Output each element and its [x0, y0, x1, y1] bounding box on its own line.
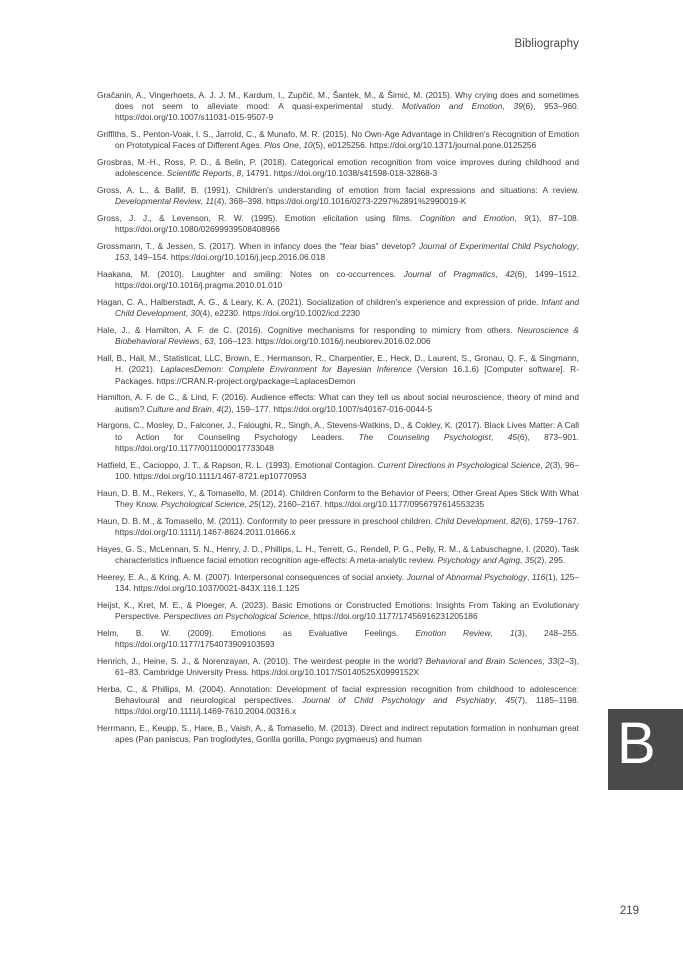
reference-text: (6), 1759–1767. https://doi.org/10.1111/j.1467-8624.2011.01666.x	[115, 515, 580, 537]
reference-italic-text: Journal of Abnormal Psychology	[406, 571, 528, 582]
reference-text: ,	[514, 213, 525, 224]
reference-italic-text: Psychological Science	[161, 498, 245, 509]
reference-italic-text: 8	[236, 168, 242, 179]
reference-italic-text: 1	[509, 627, 515, 638]
reference-entry	[97, 213, 579, 235]
reference-text: Heerey, E. A., & Kring, A. M. (2007). Interpersonal consequences of social anxiety.	[97, 571, 407, 582]
reference-italic-text: LaplacesDemon: Complete Environment for Bayesian Inference	[160, 364, 412, 375]
reference-entry	[97, 516, 579, 538]
reference-entry	[97, 353, 579, 387]
reference-text: Haun, D. B. M., & Tomasello, M. (2011). Conformity to peer pressure in preschool children.	[97, 515, 435, 526]
reference-text: (1), 125–134. https://doi.org/10.1037/0021-843X.116.1.125	[115, 571, 580, 593]
reference-entry	[97, 185, 579, 207]
reference-text: (Version 16.1.6) [Computer software]. R-Packages. https://CRAN.R-project.org/package=LaplacesDemon	[115, 364, 579, 386]
reference-entry	[97, 90, 579, 124]
reference-italic-text: 11	[205, 196, 215, 207]
reference-italic-text: Child Development	[434, 515, 506, 526]
reference-text: Grossmann, T., & Jessen, S. (2017). When in infancy does the "fear bias" develop?	[97, 241, 419, 252]
reference-text: (6), 873–901. https://doi.org/10.1177/0011000017733048	[115, 431, 580, 453]
reference-italic-text: Journal of Child Psychology and Psychiatry	[302, 694, 495, 705]
reference-italic-text: 45	[507, 431, 518, 442]
reference-entry	[97, 600, 579, 622]
reference-text: ,	[244, 498, 250, 509]
reference-italic-text: 30	[190, 308, 200, 319]
reference-italic-text: Scientific Reports	[166, 168, 232, 179]
reference-text: , 106–123. https://doi.org/10.1016/j.neubiorev.2016.02.006	[213, 336, 431, 347]
reference-list	[97, 90, 579, 751]
reference-text: Gross, J. J., & Levenson, R. W. (1995). Emotion elicitation using films.	[97, 213, 420, 224]
reference-italic-text: 9	[524, 213, 529, 224]
reference-text: ,	[502, 101, 514, 112]
reference-text: Herba, C., & Phillips, M. (2004). Annotation: Development of facial expression recognition from childhood to adolescence: Behavioural and neurological perspectives.	[97, 683, 579, 705]
reference-italic-text: Developmental Review	[115, 196, 201, 207]
reference-entry	[97, 420, 579, 454]
reference-entry	[97, 392, 579, 414]
reference-text: , 149–154. https://doi.org/10.1016/j.jecp.2016.06.018	[128, 252, 326, 263]
reference-entry	[97, 723, 579, 745]
reference-italic-text: Infant and Child Development	[115, 297, 579, 319]
reference-text: ,	[494, 694, 506, 705]
reference-italic-text: Neuroscience & Biobehavioral Reviews	[115, 325, 579, 347]
reference-italic-text: 45	[505, 694, 515, 705]
reference-text: (5), e0125256. https://doi.org/10.1371/journal.pone.0125256	[312, 140, 537, 151]
reference-text: Grosbras, M.-H., Ross, P. D., & Belin, P. (2018). Categorical emotion recognition from voice improves during childhood and adolescence.	[97, 157, 579, 179]
reference-italic-text: 116	[531, 571, 546, 582]
reference-italic-text: 82	[510, 515, 520, 526]
reference-text: Hamilton, A. F. de C., & Lind, F. (2016). Audience effects: What can they tell us about social neuroscience, theory of mind and autism?	[97, 392, 579, 414]
reference-entry	[97, 325, 579, 347]
reference-italic-text: Emotion Review	[415, 627, 491, 638]
reference-entry	[97, 544, 579, 566]
reference-text: ,	[542, 655, 548, 666]
reference-entry	[97, 684, 579, 718]
reference-text: (1), 87–108. https://doi.org/10.1080/02699939508408966	[115, 213, 579, 235]
reference-entry	[97, 656, 579, 678]
reference-italic-text: Psychology and Aging	[437, 554, 521, 565]
reference-entry	[97, 488, 579, 510]
reference-text: (4), e2230. https://doi.org/10.1002/icd.2230	[199, 308, 360, 319]
reference-italic-text: Behavioral and Brain Sciences	[425, 655, 543, 666]
reference-italic-text: Current Directions in Psychological Science	[377, 459, 541, 470]
reference-entry	[97, 241, 579, 263]
reference-text: (3), 248–255. https://doi.org/10.1177/1754073909103593	[115, 627, 579, 649]
reference-text: ,	[490, 431, 508, 442]
reference-italic-text: 153	[115, 252, 129, 263]
reference-italic-text: 35	[524, 554, 535, 565]
reference-italic-text: 10	[303, 140, 313, 151]
reference-italic-text: 39	[513, 101, 523, 112]
reference-text: Griffiths, S., Penton-Voak, I. S., Jarrold, C., & Munafo, M. R. (2015). No Own-Age Advantage in Children's Recognition of Emotion on Prototypical Faces of Different Ages.	[97, 129, 579, 151]
reference-entry	[97, 129, 579, 151]
reference-text: Helm, B. W. (2009). Emotions as Evaluative Feelings.	[97, 627, 416, 638]
reference-text: ,	[520, 554, 525, 565]
reference-text: Gračanin, A., Vingerhoets, A. J. J. M., Kardum, I., Zupčić, M., Šantek, M., & Šimić, M. (2015). Why crying does and sometimes does not seem to alleviate mood: A quasi-experimental study.	[97, 90, 579, 112]
reference-text: Hall, B., Hall, M., Statisticat, LLC, Brown, E., Hermanson, R., Charpentier, E., Heck, D., Laurent, S., Gronau, Q. F., & Singmann, H. (2021).	[97, 353, 579, 375]
reference-italic-text: 4	[216, 403, 222, 414]
reference-text: Hagan, C. A., Halberstadt, A. G., & Leary, K. A. (2021). Socialization of children's experience and expression of pride.	[97, 297, 542, 308]
reference-entry	[97, 269, 579, 291]
reference-text: Herrmann, E., Keupp, S., Hare, B., Vaish, A., & Tomasello, M. (2013). Direct and indirect reputation formation in nonhuman great apes (Pan paniscus, Pan troglodytes, Gorilla gorilla, Pongo pygmaeus) and human	[97, 722, 579, 745]
reference-entry	[97, 157, 579, 179]
reference-italic-text: 63	[204, 336, 214, 347]
reference-italic-text: Cognition and Emotion	[419, 213, 515, 224]
reference-entry	[97, 572, 579, 594]
reference-text: ,	[200, 196, 206, 207]
reference-text: ,	[211, 403, 217, 414]
reference-entry	[97, 297, 579, 319]
reference-italic-text: Plos One	[264, 140, 299, 151]
reference-text: Haun, D. B. M., Rekers, Y., & Tomasello, M. (2014). Children Conform to the Behavior of Peers; Other Great Apes Stick With What They Know.	[97, 487, 579, 509]
reference-text: ,	[505, 515, 511, 526]
reference-text: ,	[527, 571, 532, 582]
running-header: Bibliography	[514, 38, 579, 50]
reference-text: (2–3), 61–83. Cambridge University Press. https://doi.org/10.1017/S0140525X0999152X	[115, 655, 580, 677]
reference-italic-text: Motivation and Emotion	[402, 101, 503, 112]
reference-text: (6), 1499–1512. https://doi.org/10.1016/j.pragma.2010.01.010	[115, 269, 580, 291]
reference-entry	[97, 460, 579, 482]
reference-text: (3), 96–100. https://doi.org/10.1111/1467-8721.ep10770953	[115, 459, 579, 481]
reference-italic-text: Journal of Pragmatics	[403, 269, 496, 280]
reference-text: (2), 159–177. https://doi.org/10.1007/s40167-016-0044-5	[221, 403, 433, 414]
reference-entry	[97, 628, 579, 650]
reference-text: Henrich, J., Heine, S. J., & Norenzayan, A. (2010). The weirdest people in the world?	[97, 655, 426, 666]
chapter-tab-letter: B	[617, 711, 656, 776]
reference-text: ,	[490, 627, 510, 638]
reference-text: (6), 953–960. https://doi.org/10.1007/s11031-015-9507-9	[115, 101, 579, 123]
reference-italic-text: 33	[547, 655, 558, 666]
reference-text: Gross, A. L., & Ballif, B. (1991). Children's understanding of emotion from facial expressions and situations: A review.	[97, 185, 579, 196]
reference-text: Haakana, M. (2010). Laughter and smiling: Notes on co-occurrences.	[97, 269, 404, 280]
reference-italic-text: Journal of Experimental Child Psychology	[418, 241, 577, 252]
reference-text: ,	[576, 241, 579, 252]
reference-text: ,	[185, 308, 191, 319]
reference-text: (12), 2160–2167. https://doi.org/10.1177/0956797614553235	[258, 498, 485, 509]
reference-text: (2), 295.	[534, 554, 566, 565]
reference-text: Hayes, G. S., McLennan, S. N., Henry, J. D., Phillips, L. H., Terrett, G., Rendell, P. G., Pelly, R. M., & Labuschagne, I. (2020). Task characteristics influence facial emotion recognition age-effects: A meta-analytic review.	[97, 543, 579, 565]
reference-text: Heijst, K., Kret, M. E., & Ploeger, A. (2023). Basic Emotions or Constructed Emotions: Insights From Taking an Evolutionary Perspective.	[97, 599, 579, 621]
reference-text: (4), 368–398. https://doi.org/10.1016/0273-2297%2891%2990019-K	[214, 196, 467, 207]
reference-italic-text: 42	[505, 269, 515, 280]
reference-text: , https://doi.org/10.1177/17456916231205186	[308, 610, 478, 621]
reference-text: Hargons, C., Mosley, D., Falconer, J., Faloughi, R., Singh, A., Stevens-Watkins, D., & Cokley, K. (2017). Black Lives Matter: A Call to Action for Counseling Psychology Leaders.	[97, 420, 579, 442]
reference-italic-text: 2	[545, 459, 550, 470]
reference-text: ,	[199, 336, 205, 347]
reference-italic-text: Perspectives on Psychological Science	[163, 610, 309, 621]
reference-text: ,	[231, 168, 237, 179]
reference-italic-text: Culture and Brain	[146, 403, 212, 414]
reference-text: ,	[495, 269, 506, 280]
reference-italic-text: The Counseling Psychologist	[358, 431, 491, 442]
reference-text: ,	[540, 459, 546, 470]
reference-text: Hatfield, E., Cacioppo, J. T., & Rapson, R. L. (1993). Emotional Contagion.	[97, 459, 378, 470]
reference-text: Hale, J., & Hamilton, A. F. de C. (2016). Cognitive mechanisms for responding to mimicry from others.	[97, 325, 518, 336]
page-number: 219	[619, 905, 639, 917]
reference-text: , 14791. https://doi.org/10.1038/s41598-018-32868-3	[241, 168, 438, 179]
reference-italic-text: 25	[249, 498, 259, 509]
reference-text: (7), 1185–1198. https://doi.org/10.1111/j.1469-7610.2004.00316.x	[115, 694, 579, 717]
reference-text: ,	[298, 140, 304, 151]
